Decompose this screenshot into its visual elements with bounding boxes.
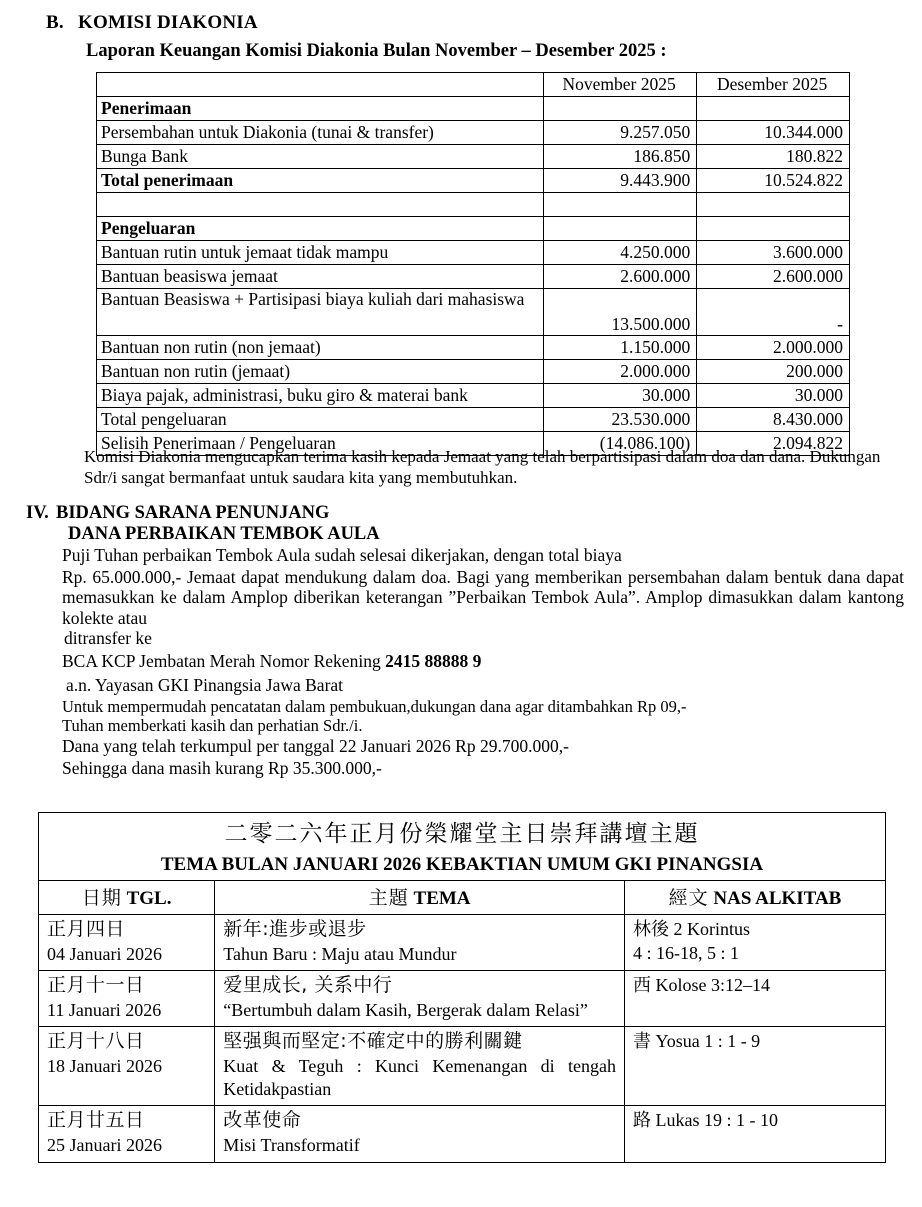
theme-indonesian: “Bertumbuh dalam Kasih, Bergerak dalam Relasi” bbox=[223, 999, 588, 1020]
table-header-row bbox=[97, 73, 850, 97]
schedule-row bbox=[39, 1027, 886, 1106]
header-date-cn: 日期 bbox=[81, 887, 122, 909]
schedule-theme-cell bbox=[215, 1106, 625, 1162]
thanks-paragraph: Komisi Diakonia mengucapkan terima kasih kepada Jemaat yang telah berpartisipasi dalam doa dan dana. Dukungan Sdr/i sangat bermanfaat untuk saudara kita yang membutuhkan. bbox=[84, 447, 881, 487]
row-des: 8.430.000 bbox=[697, 408, 850, 432]
theme-indonesian: Misi Transformatif bbox=[223, 1135, 360, 1156]
table-row bbox=[97, 121, 850, 145]
header-cell-desember: Desember 2025 bbox=[697, 73, 850, 97]
section-iv-paragraph-line1: Puji Tuhan perbaikan Tembok Aula sudah selesai dikerjakan, dengan total biaya bbox=[62, 545, 622, 565]
row-nov: 9.443.900 bbox=[543, 169, 696, 193]
row-nov: (14.086.100) bbox=[543, 432, 696, 456]
section-b-subtitle: Laporan Keuangan Komisi Diakonia Bulan November – Desember 2025 : bbox=[86, 41, 667, 61]
schedule-nas-cell bbox=[625, 1106, 886, 1162]
schedule-date-cell bbox=[39, 915, 215, 971]
schedule-theme-cell bbox=[215, 915, 625, 971]
bank-account-number: 2415 88888 9 bbox=[385, 651, 482, 671]
row-des: 10.344.000 bbox=[697, 121, 850, 145]
line-ditransfer: ditransfer ke bbox=[64, 628, 152, 648]
schedule-date-cell bbox=[39, 971, 215, 1027]
row-label bbox=[97, 193, 544, 217]
theme-chinese: 改革使命 bbox=[223, 1109, 302, 1132]
row-nov: 1.150.000 bbox=[543, 336, 696, 360]
row-des bbox=[697, 217, 850, 241]
row-nov: 30.000 bbox=[543, 384, 696, 408]
section-iv-title: BIDANG SARANA PENUNJANG bbox=[56, 503, 330, 523]
header-cell-desc bbox=[97, 73, 544, 97]
row-des: 2.094.822 bbox=[697, 432, 850, 456]
row-label: Total pengeluaran bbox=[97, 408, 544, 432]
header-nas-id: NAS ALKITAB bbox=[713, 888, 842, 909]
row-label: Bantuan non rutin (jemaat) bbox=[97, 360, 544, 384]
header-theme-cn: 主題 bbox=[368, 887, 409, 909]
table-row bbox=[97, 265, 850, 289]
schedule-date-cell bbox=[39, 1027, 215, 1106]
section-b-heading bbox=[46, 12, 896, 34]
row-nov: 2.000.000 bbox=[543, 360, 696, 384]
date-latin: 04 Januari 2026 bbox=[47, 943, 162, 964]
nas-line-1: 林後 2 Korintus bbox=[633, 919, 750, 939]
row-nov: 2.600.000 bbox=[543, 265, 696, 289]
schedule-title-indonesian: TEMA BULAN JANUARI 2026 KEBAKTIAN UMUM GKI PINANGSIA bbox=[39, 852, 886, 881]
nas-line-1: 西 Kolose 3:12–14 bbox=[633, 975, 770, 996]
schedule-row bbox=[39, 971, 886, 1027]
theme-indonesian: Tahun Baru : Maju atau Mundur bbox=[223, 943, 457, 964]
schedule-theme-cell bbox=[215, 971, 625, 1027]
nas-line-1: 路 Lukas 19 : 1 - 10 bbox=[633, 1110, 778, 1131]
schedule-header-row bbox=[39, 881, 886, 915]
bank-name-text: BCA KCP Jembatan Merah Nomor Rekening bbox=[62, 651, 386, 671]
row-des bbox=[697, 193, 850, 217]
table-row bbox=[97, 360, 850, 384]
header-theme-id: TEMA bbox=[413, 888, 471, 909]
date-latin: 11 Januari 2026 bbox=[47, 999, 162, 1020]
row-des: 3.600.000 bbox=[697, 241, 850, 265]
table-row bbox=[97, 336, 850, 360]
sermon-schedule-table bbox=[38, 812, 886, 1163]
table-row bbox=[97, 289, 850, 336]
schedule-nas-cell bbox=[625, 915, 886, 971]
date-chinese: 正月廿五日 bbox=[47, 1109, 145, 1132]
section-iv-subtitle: DANA PERBAIKAN TEMBOK AULA bbox=[68, 524, 380, 544]
row-label: Bantuan Beasiswa + Partisipasi biaya kuliah dari mahasiswa bbox=[97, 289, 544, 336]
schedule-nas-cell bbox=[625, 1027, 886, 1106]
row-label: Persembahan untuk Diakonia (tunai & transfer) bbox=[97, 121, 544, 145]
header-nas bbox=[625, 881, 886, 915]
section-iv-label: IV. bbox=[26, 503, 49, 523]
row-des: 2.000.000 bbox=[697, 336, 850, 360]
row-label: Pengeluaran bbox=[97, 217, 544, 241]
row-des: - bbox=[697, 289, 850, 336]
row-label: Selisih Penerimaan / Pengeluaran bbox=[97, 432, 544, 456]
section-b-label: B. bbox=[46, 12, 64, 33]
row-nov bbox=[543, 193, 696, 217]
row-nov: 4.250.000 bbox=[543, 241, 696, 265]
table-row-spacer bbox=[97, 193, 850, 217]
row-nov bbox=[543, 217, 696, 241]
header-date-id: TGL. bbox=[126, 888, 172, 909]
row-des: 180.822 bbox=[697, 145, 850, 169]
section-iv-heading bbox=[26, 503, 906, 524]
schedule-nas-cell bbox=[625, 971, 886, 1027]
row-label: Penerimaan bbox=[97, 97, 544, 121]
table-row bbox=[97, 408, 850, 432]
row-des: 2.600.000 bbox=[697, 265, 850, 289]
row-des bbox=[697, 97, 850, 121]
schedule-theme-cell bbox=[215, 1027, 625, 1106]
date-latin: 25 Januari 2026 bbox=[47, 1135, 162, 1156]
row-nov: 9.257.050 bbox=[543, 121, 696, 145]
table-row bbox=[97, 241, 850, 265]
row-nov: 23.530.000 bbox=[543, 408, 696, 432]
date-latin: 18 Januari 2026 bbox=[47, 1055, 162, 1076]
date-chinese: 正月十一日 bbox=[47, 974, 145, 997]
table-row bbox=[97, 145, 850, 169]
schedule-title-row-cn bbox=[39, 813, 886, 853]
row-label: Bantuan non rutin (non jemaat) bbox=[97, 336, 544, 360]
nas-line-1: 書 Yosua 1 : 1 - 9 bbox=[633, 1031, 761, 1052]
schedule-title-row-id bbox=[39, 852, 886, 881]
table-row bbox=[97, 169, 850, 193]
header-cell-november: November 2025 bbox=[543, 73, 696, 97]
row-des: 200.000 bbox=[697, 360, 850, 384]
row-nov: 13.500.000 bbox=[543, 289, 696, 336]
nas-line-2: 4 : 16-18, 5 : 1 bbox=[633, 943, 739, 964]
theme-chinese: 堅强與而堅定:不確定中的勝利關鍵 bbox=[223, 1030, 523, 1053]
row-label: Bunga Bank bbox=[97, 145, 544, 169]
line-dana-kurang: Sehingga dana masih kurang Rp 35.300.000,- bbox=[62, 758, 382, 778]
row-label: Biaya pajak, administrasi, buku giro & materai bank bbox=[97, 384, 544, 408]
section-iv-paragraph-justified: Rp. 65.000.000,- Jemaat dapat mendukung dalam doa. Bagi yang memberikan persembahan dalam bentuk dana dapat memasukkan ke dalam Amplop diberikan keterangan ”Perbaikan Tembok Aula”. Amplop dimasukkan dalam kantong kolekte atau bbox=[62, 567, 904, 628]
section-b-title: KOMISI DIAKONIA bbox=[78, 12, 258, 33]
theme-chinese: 爱里成长, 关系中行 bbox=[223, 974, 393, 997]
row-des: 30.000 bbox=[697, 384, 850, 408]
theme-chinese: 新年:進步或退步 bbox=[223, 918, 367, 940]
row-nov: 186.850 bbox=[543, 145, 696, 169]
table-row bbox=[97, 97, 850, 121]
header-date bbox=[39, 881, 215, 915]
row-des: 10.524.822 bbox=[697, 169, 850, 193]
table-row bbox=[97, 217, 850, 241]
row-label: Total penerimaan bbox=[97, 169, 544, 193]
account-holder-line: a.n. Yayasan GKI Pinangsia Jawa Barat bbox=[66, 675, 344, 695]
row-nov bbox=[543, 97, 696, 121]
header-theme bbox=[215, 881, 625, 915]
financial-report-table bbox=[96, 72, 850, 456]
schedule-date-cell bbox=[39, 1106, 215, 1162]
row-label: Bantuan rutin untuk jemaat tidak mampu bbox=[97, 241, 544, 265]
line-dana-terkumpul: Dana yang telah terkumpul per tanggal 22 Januari 2026 Rp 29.700.000,- bbox=[62, 736, 569, 756]
table-row bbox=[97, 384, 850, 408]
header-nas-cn: 經文 bbox=[668, 887, 709, 909]
date-chinese: 正月十八日 bbox=[47, 1030, 145, 1053]
theme-indonesian: Kuat & Teguh : Kunci Kemenangan di tengah Ketidakpastian bbox=[223, 1055, 616, 1100]
date-chinese: 正月四日 bbox=[47, 918, 126, 940]
schedule-title-chinese: 二零二六年正月份榮耀堂主日崇拜講壇主題 bbox=[39, 813, 886, 853]
schedule-row bbox=[39, 1106, 886, 1162]
line-tuhan-memberkati: Tuhan memberkati kasih dan perhatian Sdr./i. bbox=[62, 716, 363, 735]
bank-account-line bbox=[62, 651, 481, 672]
line-untuk-mempermudah: Untuk mempermudah pencatatan dalam pembukuan,dukungan dana agar ditambahkan Rp 09,- bbox=[62, 697, 687, 716]
schedule-row bbox=[39, 915, 886, 971]
row-label: Bantuan beasiswa jemaat bbox=[97, 265, 544, 289]
